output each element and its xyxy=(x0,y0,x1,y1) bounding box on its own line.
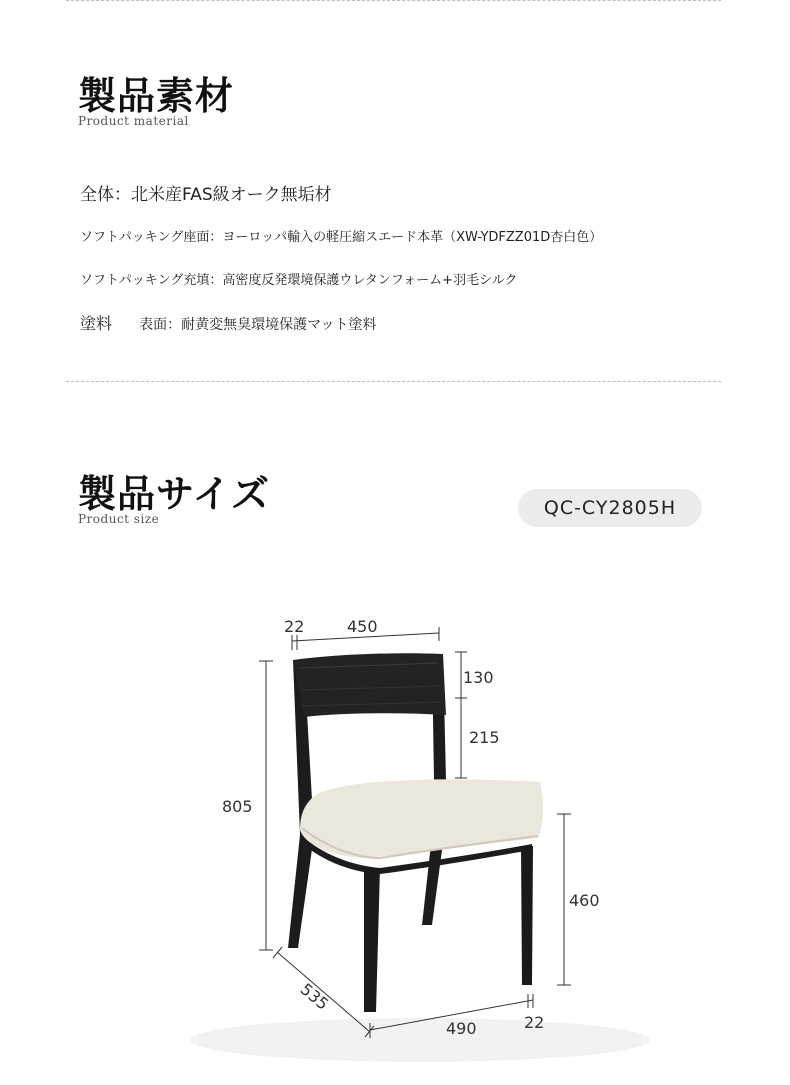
model-badge: QC-CY2805H xyxy=(518,489,702,527)
dim-back-gap: 215 xyxy=(469,728,500,747)
divider-middle xyxy=(66,381,721,382)
dim-seat-height: 460 xyxy=(569,891,600,910)
dim-depth: 535 xyxy=(296,979,333,1014)
material-subtitle: Product material xyxy=(78,114,189,128)
dim-bottom-right: 22 xyxy=(524,1013,545,1032)
dim-top-left: 22 xyxy=(284,617,305,636)
material-title-block xyxy=(78,74,234,128)
spec-paint-value: 表面：耐黄変無臭環境保護マット塗料 xyxy=(139,317,377,333)
spec-seat: ソフトパッキング座面：ヨーロッパ輸入の軽圧縮スエード本革（XW-YDFZZ01D杏白色） xyxy=(80,230,603,245)
floor-shadow xyxy=(190,1018,650,1062)
divider-top xyxy=(66,0,721,1)
spec-filling: ソフトパッキング充填：高密度反発環境保護ウレタンフォーム+羽毛シルク xyxy=(80,273,518,288)
dim-bottom-width: 490 xyxy=(446,1019,477,1038)
spec-overall: 全体：北米産FAS級オーク無垢材 xyxy=(80,185,332,205)
dim-top-width: 450 xyxy=(347,617,378,636)
size-title: 製品サイズ xyxy=(78,472,270,516)
dim-back-top: 130 xyxy=(463,668,494,687)
spec-paint-label: 塗料 xyxy=(80,314,113,333)
size-title-block xyxy=(78,472,270,526)
size-subtitle: Product size xyxy=(78,512,160,526)
dim-total-height: 805 xyxy=(222,797,253,816)
chair-illustration xyxy=(288,653,543,1012)
material-title: 製品素材 xyxy=(78,74,235,118)
chair-dimension-diagram xyxy=(0,600,790,1085)
spec-paint xyxy=(80,311,377,334)
